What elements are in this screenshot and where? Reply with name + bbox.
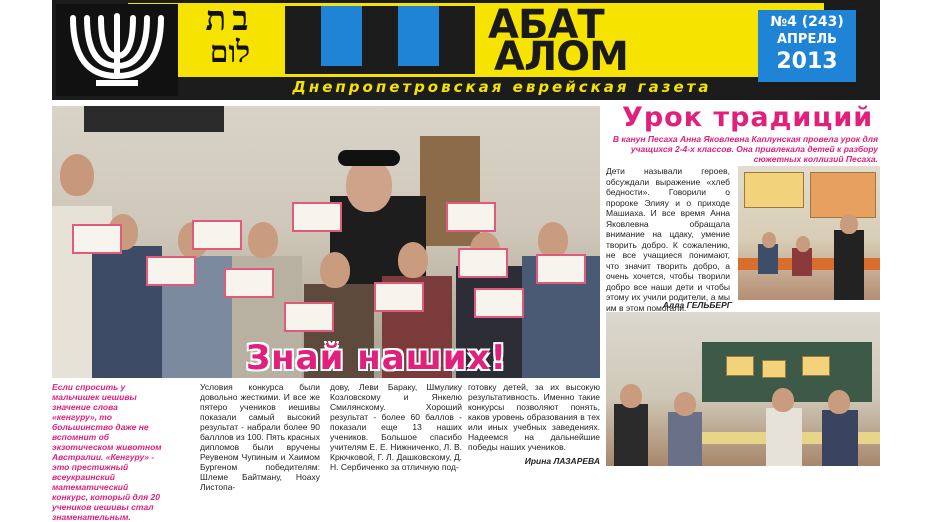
diploma-9	[458, 248, 508, 278]
student-body	[822, 410, 858, 466]
issue-year: 2013	[776, 49, 838, 74]
kid-head-5	[398, 242, 428, 278]
title-top: АБАТ	[488, 2, 604, 48]
bsd-mark: ב"ה	[846, 2, 862, 13]
byline-right: Алла ГЕЛЬБЕРГ	[662, 300, 732, 310]
photo-caption: Знай наших!	[246, 338, 508, 378]
student-body	[766, 408, 802, 466]
person-teacher-head	[840, 214, 858, 234]
article-column-3	[468, 382, 600, 452]
rabbi-hat	[338, 150, 400, 166]
hebrew-title-line1: בת	[205, 0, 255, 39]
student-body	[758, 244, 778, 274]
person-rabbi-head	[346, 158, 392, 212]
title-bottom: АЛОМ	[494, 34, 628, 80]
lead-paragraph: В канун Песаха Анна Яковлевна Каплунская провела урок для учащихся 2-4-х классов. Она привлекала детей к разбору сюжетных коллизий Песаха.	[612, 134, 878, 164]
diploma-3	[192, 220, 242, 250]
student-head	[620, 384, 642, 408]
shin-base	[285, 66, 475, 74]
hebrew-title-line2: לום	[209, 35, 251, 70]
main-photo	[52, 106, 600, 378]
menorah-icon	[56, 4, 178, 96]
headline-lesson: Урок традиций	[622, 102, 874, 133]
byline-bottom: Ирина ЛАЗАРЕВА	[524, 456, 600, 466]
wall-poster	[762, 360, 786, 378]
diploma-10	[474, 288, 524, 318]
student-head	[762, 232, 776, 248]
student-head	[828, 390, 850, 414]
issue-month: АПРЕЛЬ	[776, 32, 838, 47]
masthead-subtitle: Днепропетровская еврейская газета	[292, 78, 712, 96]
student-head	[796, 236, 810, 252]
article-column-2-text: дову, Леви Бараку, Шмулику Козловскому и Янкелю Смилянскому. Хороший результат - более 60 баллов - показали еще 13 наших учеников. Большое спасибо учителям Е. Е. Нижниченко, Л. В. Крючковой, Г. Л. Дашковскому, Д. Н. Сербиченко за отличную под-	[330, 382, 462, 472]
menorah-logo	[56, 4, 178, 96]
wall-poster	[810, 172, 876, 218]
kid-head-7	[538, 222, 568, 258]
article-column-1-text: Условия конкурса были довольно жесткими. И все же пятеро учеников иешивы показали самый высокий результат - набрали более 90 балллов из 100. Пять красных дипломов были вручены Реувеном Чупиным и Хаимом Бургеном победителям: Шлеме Байтману, Ноаху Листопа-	[200, 382, 320, 492]
photo-classroom-1	[738, 166, 880, 300]
article-column-2	[330, 382, 462, 472]
student-head	[674, 392, 696, 416]
diploma-5	[292, 202, 342, 232]
diploma-11	[536, 254, 586, 284]
wall-poster	[744, 172, 804, 208]
person-teacher-left-head	[60, 154, 94, 196]
shin-stroke-middle	[362, 6, 398, 68]
kid-head-3	[248, 222, 278, 258]
wall-poster	[726, 356, 754, 376]
article-intro-text: Если спросить у мальчишек иешивы значение слова «кенгуру», то большинство даже не вспомнит об экзотическом животном Австралии. «Кенгуру» - это престижный всеукраинский математический конкурс, который для 20 учеников иешивы стал знаменательным.	[52, 382, 162, 522]
diploma-6	[284, 302, 334, 332]
diploma-7	[374, 282, 424, 312]
article-column-1	[200, 382, 320, 492]
issue-box	[758, 10, 856, 82]
tv-screen	[84, 106, 224, 132]
wall-poster	[802, 356, 830, 376]
student-body	[792, 248, 812, 276]
article-column-3-text: готовку детей, за их высокую результативность. Именно такие конкурсы позволяют понять, каков уровень образования в тех или иных учебных заведениях. Надеемся на дальнейшие победы наших учеников.	[468, 382, 600, 452]
shin-stroke-right	[439, 6, 475, 68]
issue-number: №4 (243)	[770, 14, 844, 30]
person-teacher	[834, 230, 864, 300]
photo-classroom-2	[606, 312, 880, 466]
student-body	[614, 404, 648, 466]
diploma-2	[146, 256, 196, 286]
kid-head-4	[320, 252, 350, 288]
hebrew-title	[180, 2, 280, 74]
diploma-1	[72, 224, 122, 254]
cyrillic-title	[480, 2, 750, 80]
student-head	[772, 388, 794, 412]
diploma-8	[446, 202, 496, 232]
shin-stroke-left	[285, 6, 321, 68]
right-story-text: Дети называли героев, обсуждали выражение «хлеб бедности». Говорили о пророке Элияу и о приходе Машиаха. И все время Анна Яковлевна обращала внимание на цдаку, умение творить добро. К сожалению, не все учащиеся понимают, что значит творить добро, а очень хочется, чтобы творили добро все наши дети и чтобы этому их учили родители, а мы им в этом помогали.	[606, 166, 730, 313]
diploma-4	[224, 268, 274, 298]
article-intro	[52, 382, 162, 522]
student-body	[668, 412, 702, 466]
shin-letter-logo	[285, 6, 475, 74]
